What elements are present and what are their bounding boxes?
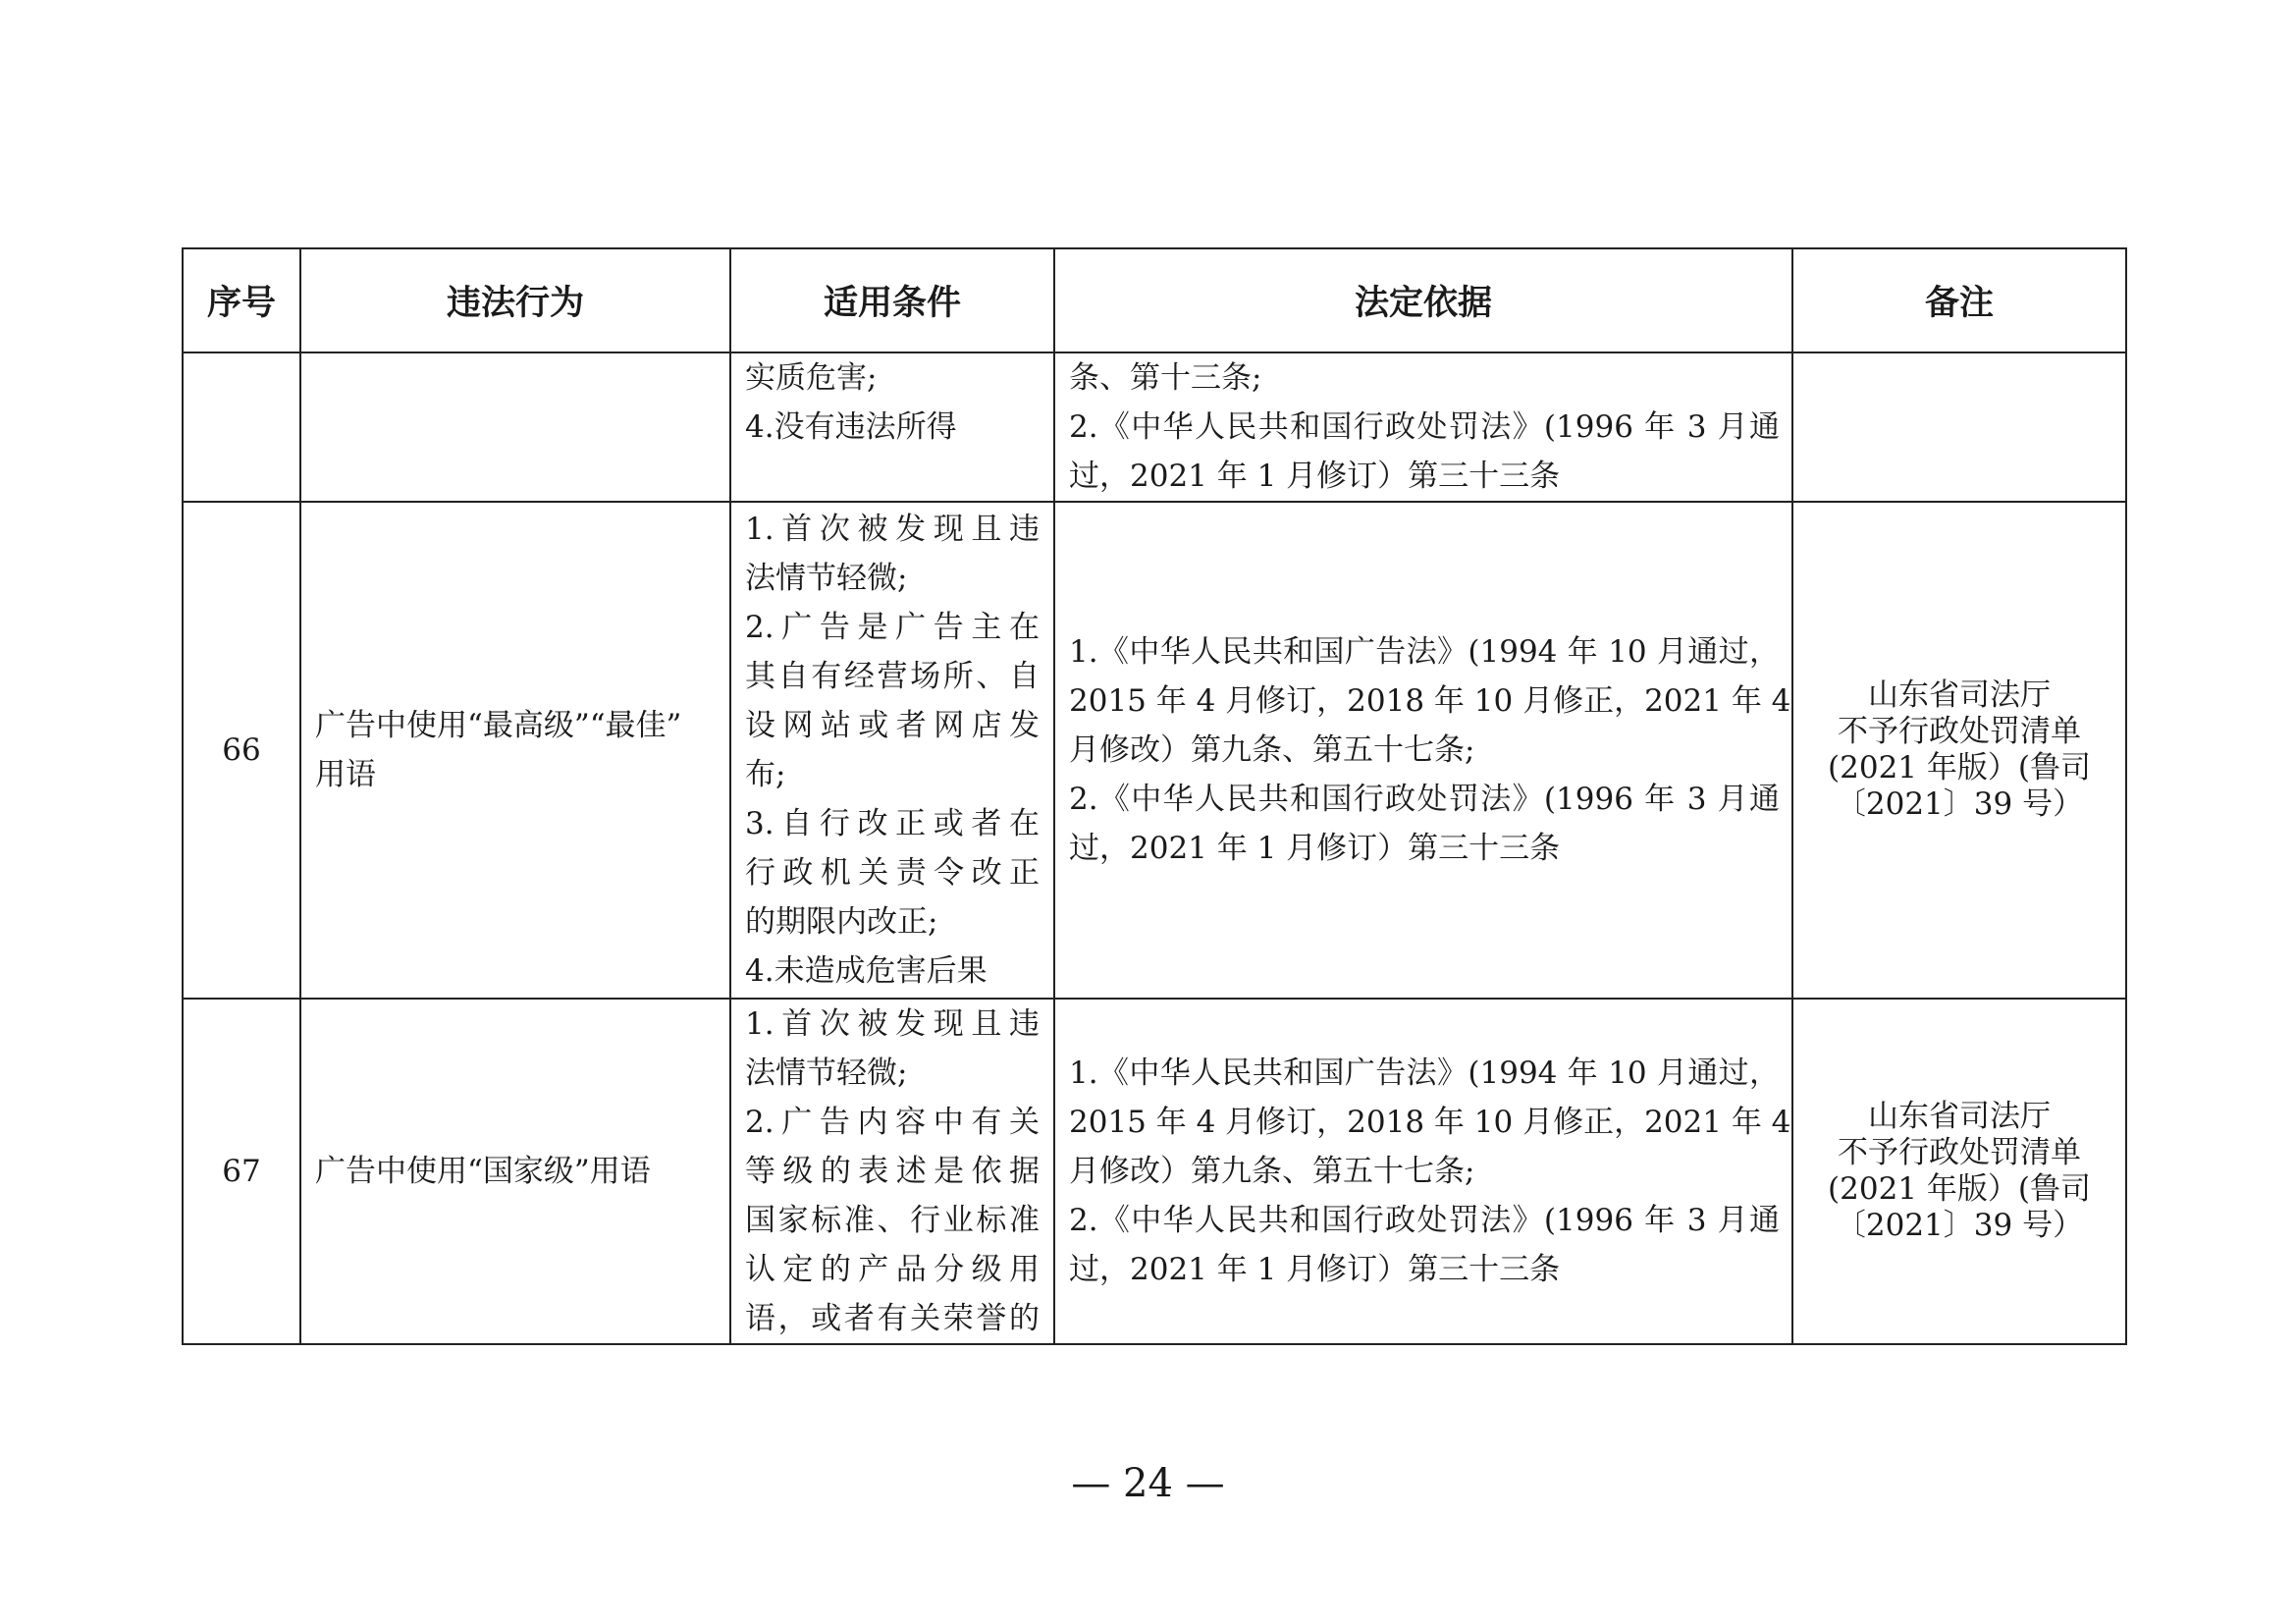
table-row-66	[183, 502, 2126, 999]
behavior-line: 用语	[315, 757, 376, 792]
remark-line: 不予行政处罚清单	[1838, 1135, 2081, 1170]
condition-line: 认定的产品分级用	[745, 1252, 1040, 1287]
cell-legal-basis	[1054, 999, 1792, 1344]
cell-remarks	[1792, 999, 2126, 1344]
condition-line: 设网站或者网店发	[745, 708, 1040, 743]
header-remarks: 备注	[1792, 248, 2126, 352]
cell-seq: 67	[183, 999, 300, 1344]
law-line: 2.《中华人民共和国行政处罚法》(1996 年 3 月通	[1069, 782, 1780, 817]
cell-legal-basis	[1054, 502, 1792, 999]
remark-line: 不予行政处罚清单	[1838, 714, 2081, 749]
law-line: 2015 年 4 月修订，2018 年 10 月修正，2021 年 4	[1069, 1105, 1791, 1140]
condition-line: 1.首次被发现且违	[745, 1006, 1040, 1042]
remark-line: 〔2021〕39 号）	[1835, 786, 2084, 822]
law-line: 过，2021 年 1 月修订）第三十三条	[1069, 459, 1561, 494]
condition-line: 4.未造成危害后果	[745, 953, 988, 989]
condition-line: 2.广告内容中有关	[745, 1105, 1040, 1140]
condition-line: 法情节轻微;	[745, 1056, 908, 1091]
cell-seq: 66	[183, 502, 300, 999]
condition-line: 行政机关责令改正	[745, 855, 1040, 891]
header-seq: 序号	[183, 248, 300, 352]
page-number: — 24 —	[1071, 1461, 1225, 1506]
behavior-line: 广告中使用“国家级”用语	[315, 1154, 651, 1189]
cell-behavior	[300, 352, 730, 502]
condition-line: 布;	[745, 757, 786, 792]
condition-line: 国家标准、行业标准	[745, 1203, 1040, 1238]
remark-line: (2021 年版）(鲁司	[1828, 750, 2091, 785]
header-row	[183, 248, 2126, 352]
cell-remarks	[1792, 352, 2126, 502]
remark-line: (2021 年版）(鲁司	[1828, 1171, 2091, 1207]
condition-line: 1.首次被发现且违	[745, 512, 1040, 547]
cell-conditions	[730, 352, 1054, 502]
law-line: 过，2021 年 1 月修订）第三十三条	[1069, 831, 1561, 866]
header-conditions: 适用条件	[730, 248, 1054, 352]
behavior-line: 广告中使用“最高级”“最佳”	[315, 708, 682, 743]
law-line: 2.《中华人民共和国行政处罚法》(1996 年 3 月通	[1069, 409, 1780, 445]
cell-conditions	[730, 999, 1054, 1344]
law-line: 1.《中华人民共和国广告法》(1994 年 10 月通过，	[1069, 634, 1780, 670]
law-line: 1.《中华人民共和国广告法》(1994 年 10 月通过，	[1069, 1056, 1780, 1091]
cell-seq	[183, 352, 300, 502]
law-line: 月修改）第九条、第五十七条;	[1069, 732, 1475, 768]
cell-remarks	[1792, 502, 2126, 999]
remark-line: 山东省司法厅	[1868, 677, 2051, 713]
condition-line: 语，或者有关荣誉的	[745, 1301, 1040, 1336]
law-line: 2015 年 4 月修订，2018 年 10 月修正，2021 年 4	[1069, 683, 1791, 719]
penalty-list-table	[182, 247, 2127, 1345]
condition-line: 其自有经营场所、自	[745, 659, 1040, 694]
table-row-continuation	[183, 352, 2126, 502]
cell-conditions	[730, 502, 1054, 999]
cell-behavior	[300, 502, 730, 999]
law-line: 月修改）第九条、第五十七条;	[1069, 1154, 1475, 1189]
condition-line: 4.没有违法所得	[745, 409, 957, 445]
condition-line: 法情节轻微;	[745, 561, 908, 596]
condition-line: 等级的表述是依据	[745, 1154, 1040, 1189]
remark-line: 〔2021〕39 号）	[1835, 1208, 2084, 1243]
header-behavior: 违法行为	[300, 248, 730, 352]
remark-line: 山东省司法厅	[1868, 1099, 2051, 1134]
cell-behavior	[300, 999, 730, 1344]
header-legal-basis: 法定依据	[1054, 248, 1792, 352]
table-header	[183, 248, 2126, 352]
law-line: 条、第十三条;	[1069, 360, 1262, 396]
condition-line: 的期限内改正;	[745, 904, 938, 940]
law-line: 2.《中华人民共和国行政处罚法》(1996 年 3 月通	[1069, 1203, 1780, 1238]
cell-legal-basis	[1054, 352, 1792, 502]
law-line: 过，2021 年 1 月修订）第三十三条	[1069, 1252, 1561, 1287]
condition-line: 实质危害;	[745, 360, 878, 396]
table-row-67	[183, 999, 2126, 1344]
condition-line: 2.广告是广告主在	[745, 610, 1040, 645]
table-body	[183, 352, 2126, 1344]
condition-line: 3.自行改正或者在	[745, 806, 1040, 841]
